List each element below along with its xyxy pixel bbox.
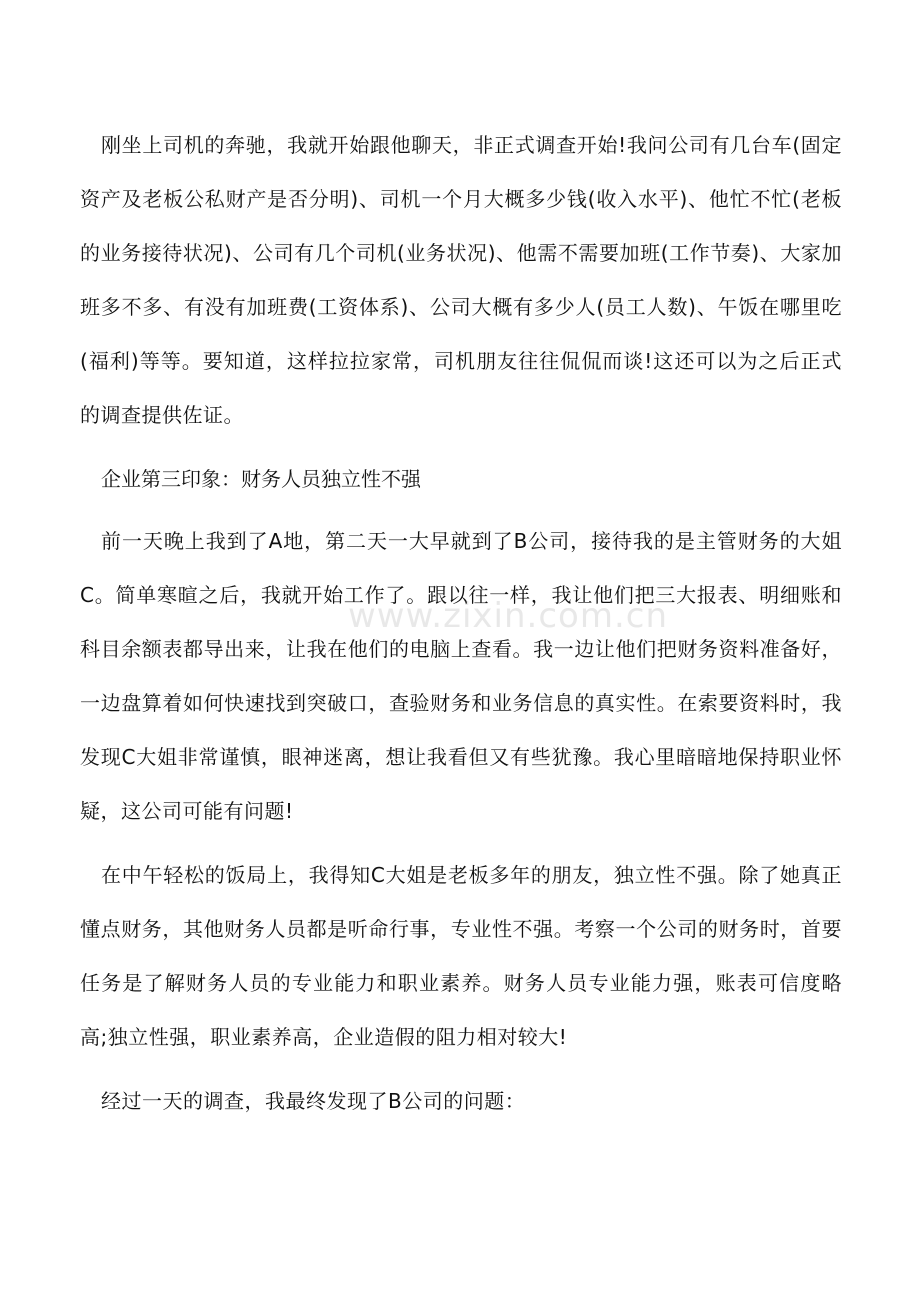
paragraph-conclusion-intro: 经过一天的调查，我最终发现了B公司的问题：	[101, 1089, 526, 1113]
document-body	[80, 118, 842, 1138]
paragraph-lunch-finding: 在中午轻松的饭局上，我得知C大姐是老板多年的朋友，独立性不强。除了她真正懂点财务，其他财务人员都是听命行事，专业性不强。考察一个公司的财务时，首要任务是了解财务人员的专业能力和职业素养。财务人员专业能力强，账表可信度略高;独立性强，职业素养高，企业造假的阻力相对较大!	[80, 863, 842, 1049]
section-heading-third-impression: 企业第三印象：财务人员独立性不强	[101, 467, 421, 491]
watermark: www.zixin.com.cn	[348, 596, 668, 636]
paragraph-driver-chat: 刚坐上司机的奔驰，我就开始跟他聊天，非正式调查开始!我问公司有几台车(固定资产及老板公私财产是否分明)、司机一个月大概多少钱(收入水平)、他忙不忙(老板的业务接待状况)、公司有几个司机(业务状况)、他需不需要加班(工作节奏)、大家加班多不多、有没有加班费(工资体系)、公司大概有多少人(员工人数)、午饭在哪里吃(福利)等等。要知道，这样拉拉家常，司机朋友往往侃侃而谈!这还可以为之后正式的调查提供佐证。	[80, 133, 842, 427]
paragraph-company-visit: 前一天晚上我到了A地，第二天一大早就到了B公司，接待我的是主管财务的大姐C。简单寒暄之后，我就开始工作了。跟以往一样，我让他们把三大报表、明细账和科目余额表都导出来，让我在他们的电脑上查看。我一边让他们把财务资料准备好，一边盘算着如何快速找到突破口，查验财务和业务信息的真实性。在索要资料时，我发现C大姐非常谨慎，眼神迷离，想让我看但又有些犹豫。我心里暗暗地保持职业怀疑，这公司可能有问题!	[80, 529, 842, 823]
